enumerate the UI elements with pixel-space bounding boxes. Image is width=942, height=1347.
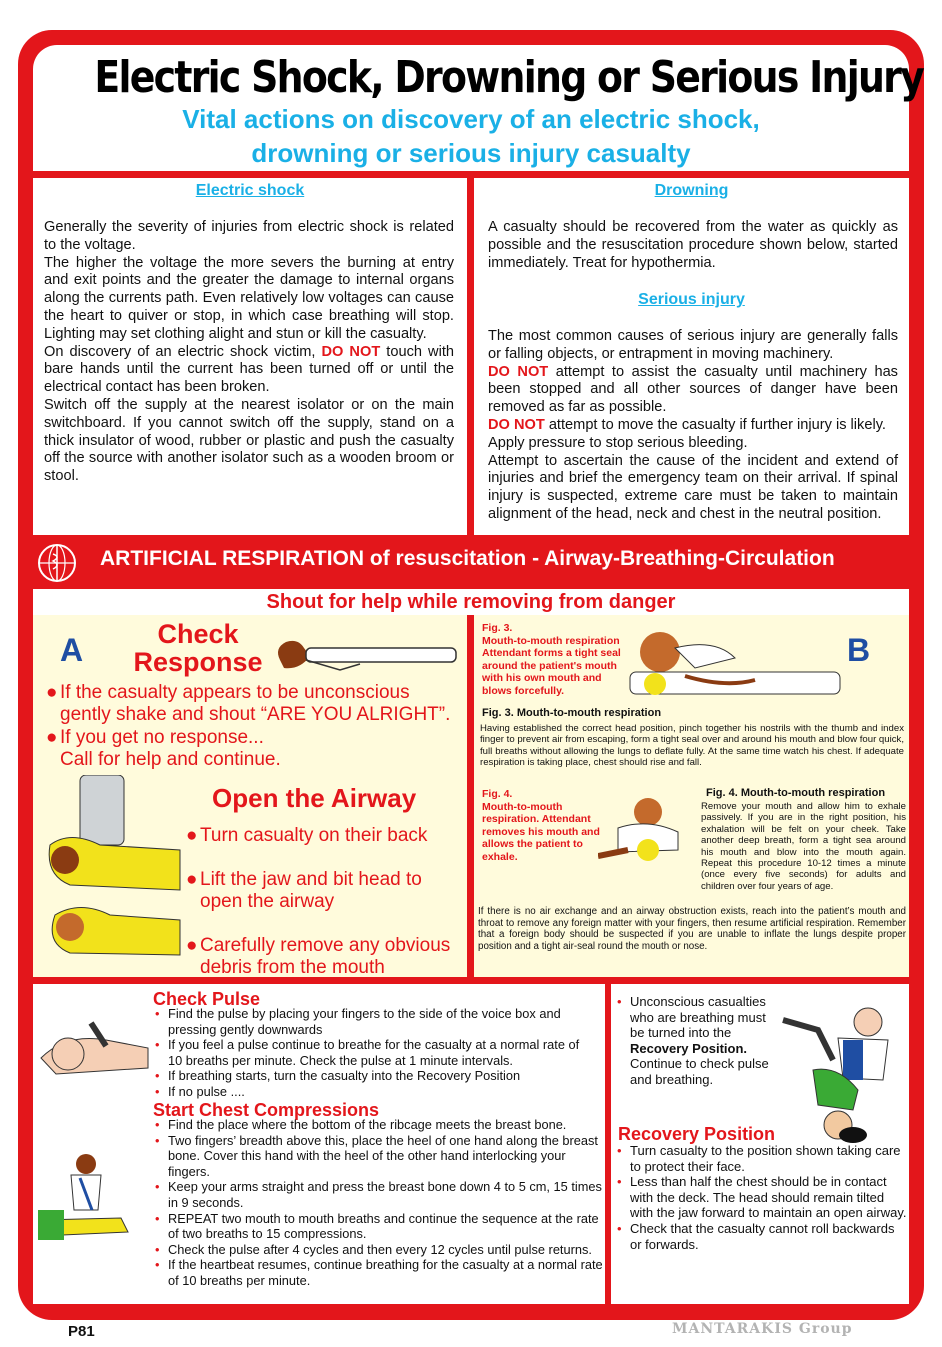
open-airway-bullet-3: ● Carefully remove any obvious debris from the mouth [186,935,451,978]
list-item: • If no pulse .... [155,1083,245,1099]
fig3-text: Having established the correct head position, pinch together his nostrils with the thumb and index finger to prevent air from escaping, form a tight seal over and around his mouth and blow four quick, full breaths without allowing the lungs to deflate fully. At the same time watch his chest. If adequate respiration is taking place, chest should rise and fall. [480,723,904,769]
fig4-text: Remove your mouth and allow him to exhale passively. If you are in the right position, his exhalation will be felt on your cheek. Take another deep breath, form a tight sea around his mouth and blow into the mouth again. Repeat this procedure 10-12 times a minute (once every five seconds) for adults and children over four years of age. [701,801,906,892]
list-item: • Keep your arms straight and press the breast bone down 4 to 5 cm, 15 times in 9 seconds. [155,1179,602,1210]
fig3-title: Fig. 3. Mouth-to-mouth respiration [482,707,662,719]
drowning-text: A casualty should be recovered from the water as quickly as possible and the resuscitation procedure shown below, started immediately. Treat for hypothermia. [488,219,898,271]
obstruction-text: If there is no air exchange and an airway obstruction exists, reach into the patient’s mouth and throat to remove any foreign matter with your fingers, then resume artificial respiration. Remember that a foreign body should be suspected if you are unable to inflate the lungs despite proper position and a tight air-seal round the mouth or nose. [478,906,906,952]
fig4-title: Fig. 4. Mouth-to-mouth respiration [706,787,886,799]
list-item: • Two fingers’ breadth above this, place the heel of one hand along the breast bone. Cover this hand with the heel of the other hand interlocking your fingers. [155,1132,598,1179]
list-item: • REPEAT two mouth to mouth breaths and continue the sequence at the rate of two breaths to 15 compressions. [155,1210,599,1242]
page-title: Electric Shock, Drowning or Serious Injury [94,52,924,103]
who-logo-icon [36,542,78,584]
fig3-caption: Fig. 3. Mouth-to-mouth respiration Attendant forms a tight seal around the patient's mouth with his own mouth and blows forcefully. [482,622,621,697]
page-subtitle: Vital actions on discovery of an electric shock, drowning or serious injury casualty [182,104,760,168]
list-item: • Check the pulse after 4 cycles and then every 12 cycles until pulse returns. [155,1241,592,1257]
check-response-bullet-1: ● If the casualty appears to be unconscious gently shake and shout “ARE YOU ALRIGHT”. [46,682,451,725]
artificial-respiration-title: ARTIFICIAL RESPIRATION of resuscitation - Airway-Breathing-Circulation [100,547,835,570]
check-response-bullet-2: ● If you get no response... Call for help and continue. [46,727,281,770]
recovery-position-heading: Recovery Position [618,1124,776,1144]
check-pulse-heading: Check Pulse [153,989,261,1009]
list-item: • Find the place where the bottom of the ribcage meets the breast bone. [155,1117,567,1132]
check-response-heading: Check Response [133,619,263,677]
drowning-heading: Drowning [654,182,729,199]
open-airway-heading: Open the Airway [212,783,417,813]
fig4-illustration [598,792,698,864]
serious-injury-text: The most common causes of serious injury are generally falls or falling objects, or entrapment in moving machinery. DO NOT attempt to assist the casualty until machinery has been stopped and all other sources of danger have been removed as far as possible. DO NOT attempt to move the casualty if further injury is likely. Apply pressure to stop serious bleeding. Attempt to ascertain the cause of the incident and extend of injuries and brief the emergency team on their arrival. If spinal injury is suspected, extreme care must be taken to maintain alignment of the head, neck and chest in the neutral position. [488,328,898,522]
list-item: • If the heartbeat resumes, continue breathing for the casualty at a normal rate of 10 breaths per minute. [155,1257,603,1288]
chest-compressions-illustration [36,1150,136,1250]
open-airway-illustration [40,775,190,960]
list-item: • If you feel a pulse continue to breathe for the casualty at a normal rate of 10 breaths per minute. Check the pulse at 1 minute intervals. [155,1037,580,1068]
shout-for-help: Shout for help while removing from danger [266,591,676,613]
list-item: • Turn casualty to the position shown taking care to protect their face. [617,1143,901,1174]
check-pulse-list [153,1006,593,1100]
casualty-lying-illustration [270,630,460,678]
list-item: • Less than half the chest should be in contact with the deck. The head should remain tilted with the jaw forward to maintain an open airway. [617,1174,907,1221]
list-item: • Find the pulse by placing your fingers to the side of the voice box and pressing gently downwards [155,1006,561,1037]
brand-logo: MANTARAKIS Group [672,1321,853,1337]
recovery-position-list [615,1143,907,1252]
list-item: • If breathing starts, turn the casualty into the Recovery Position [155,1068,521,1084]
serious-injury-heading: Serious injury [638,291,745,308]
step-a-letter: A [60,632,84,668]
fig4-caption: Fig. 4. Mouth-to-mouth respiration. Attendant removes his mouth and allows the patient to exhale. [482,788,600,863]
list-item: • Check that the casualty cannot roll backwards or forwards. [617,1220,895,1252]
chest-compressions-list [153,1117,603,1289]
unconscious-note: • Unconscious casualties who are breathing must be turned into the Recovery Position. Continue to check pulse and breathing. [617,994,769,1087]
open-airway-bullet-1: ● Turn casualty on their back [186,825,428,846]
electric-shock-text: Generally the severity of injuries from electric shock is related to the voltage. The higher the voltage the more severs the burning at entry and exit points and the greater the damage to internal organs along the currents path. Even relatively low voltages can cause the heart to quiver or stop, in which case breathing will stop. Lighting may set clothing alight and stun or kill the casualty. On discovery of an electric shock victim, DO NOT touch with bare hands until the current has been turned off or until the electrical contact has been broken. Switch off the supply at the nearest isolator or on the main switchboard. If you cannot switch off the supply, stand on a thick insulator of wood, rubber or plastic and push the casualty off the source with another isolator such as a wooden broom or stool. [44,219,454,485]
check-pulse-illustration [36,1018,151,1078]
fig3-illustration [625,628,845,700]
poster-code: P81 [68,1323,95,1340]
recovery-position-illustration [778,1000,906,1145]
chest-compressions-heading: Start Chest Compressions [153,1100,380,1120]
electric-shock-heading: Electric shock [195,182,305,199]
open-airway-bullet-2: ● Lift the jaw and bit head to open the airway [186,869,422,912]
step-b-letter: B [847,632,871,668]
